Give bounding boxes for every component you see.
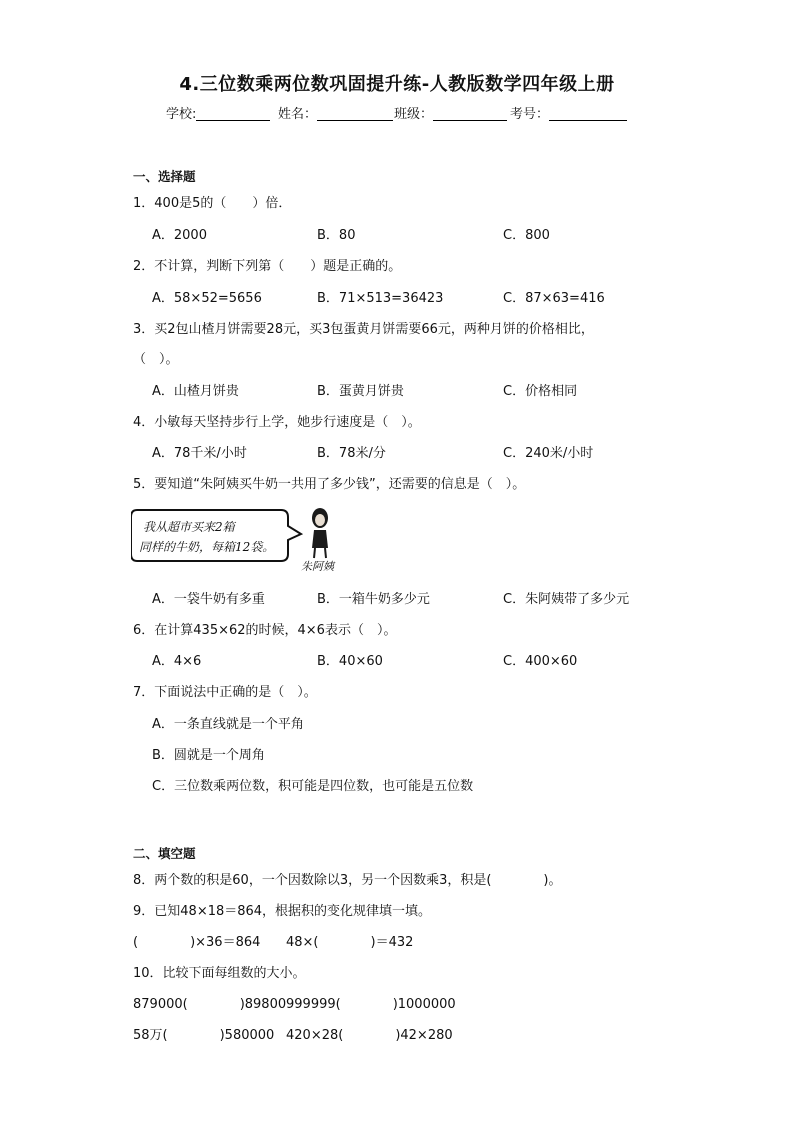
exam-number-label: 考号：	[510, 107, 550, 122]
question-3-option-b[interactable]: B．蛋黄月饼贵	[317, 384, 404, 399]
question-6-option-b[interactable]: B．40×60	[317, 654, 383, 669]
question-6-option-c[interactable]: C．400×60	[503, 654, 578, 669]
question-2-option-c[interactable]: C．87×63=416	[503, 291, 605, 306]
school-field[interactable]	[166, 103, 270, 122]
question-2-option-a[interactable]: A．58×52=5656	[152, 291, 262, 306]
question-3-stem-line-2: （ ）。	[133, 352, 179, 367]
question-7-option-a[interactable]: A．一条直线就是一个平角	[152, 717, 304, 732]
question-9-line-b[interactable]: 48×( )＝432	[286, 935, 414, 950]
question-5-option-b[interactable]: B．一箱牛奶多少元	[317, 592, 430, 607]
section-choice-title: 一、选择题	[133, 169, 196, 184]
bubble-text-line-1: 我从超市买来2箱	[143, 520, 235, 534]
name-blank[interactable]	[317, 106, 393, 121]
question-10-row-1-a[interactable]: 879000( )89800	[133, 997, 287, 1012]
question-10-row-2-a[interactable]: 58万( )580000	[133, 1028, 275, 1043]
question-10-row-2-b[interactable]: 420×28( )42×280	[286, 1028, 453, 1043]
class-field[interactable]	[394, 103, 507, 122]
question-5-illustration	[131, 504, 341, 574]
question-5-stem: 5．要知道“朱阿姨买牛奶一共用了多少钱”，还需要的信息是（ ）。	[133, 477, 526, 492]
exam-number-field[interactable]	[510, 103, 627, 122]
question-9-stem: 9．已知48×18＝864，根据积的变化规律填一填。	[133, 904, 432, 919]
question-1-option-b[interactable]: B．80	[317, 228, 356, 243]
question-8-stem: 8．两个数的积是60，一个因数除以3，另一个因数乘3，积是( )。	[133, 873, 562, 888]
question-2-option-b[interactable]: B．71×513=36423	[317, 291, 444, 306]
question-10-stem: 10．比较下面每组数的大小。	[133, 966, 306, 981]
question-7-option-b[interactable]: B．圆就是一个周角	[152, 748, 265, 763]
question-1-option-c[interactable]: C．800	[503, 228, 550, 243]
question-3-option-c[interactable]: C．价格相同	[503, 384, 578, 399]
question-5-option-a[interactable]: A．一袋牛奶有多重	[152, 592, 265, 607]
question-4-stem: 4．小敏每天坚持步行上学，她步行速度是（ ）。	[133, 415, 421, 430]
question-1-stem: 1．400是5的（ ）倍．	[133, 196, 292, 211]
school-blank[interactable]	[196, 106, 270, 121]
class-blank[interactable]	[433, 106, 507, 121]
question-9-line-a[interactable]: ( )×36＝864	[133, 935, 261, 950]
question-1-option-a[interactable]: A．2000	[152, 228, 207, 243]
question-3-option-a[interactable]: A．山楂月饼贵	[152, 384, 239, 399]
section-fill-title: 二、填空题	[133, 846, 196, 861]
question-3-stem-line-1: 3．买2包山楂月饼需要28元，买3包蛋黄月饼需要66元，两种月饼的价格相比，	[133, 322, 594, 337]
person-label: 朱阿姨	[301, 560, 334, 573]
question-4-option-b[interactable]: B．78米/分	[317, 446, 386, 461]
question-4-option-a[interactable]: A．78千米/小时	[152, 446, 247, 461]
exam-number-blank[interactable]	[549, 106, 627, 121]
school-label: 学校:	[166, 107, 197, 122]
question-7-option-c[interactable]: C．三位数乘两位数，积可能是四位数，也可能是五位数	[152, 779, 474, 794]
question-5-option-c[interactable]: C．朱阿姨带了多少元	[503, 592, 630, 607]
question-4-option-c[interactable]: C．240米/小时	[503, 446, 594, 461]
page-title: 4.三位数乘两位数巩固提升练-人教版数学四年级上册	[179, 74, 615, 95]
class-label: 班级：	[394, 107, 434, 122]
question-7-stem: 7．下面说法中正确的是（ ）。	[133, 685, 317, 700]
question-6-stem: 6．在计算435×62的时候，4×6表示（ ）。	[133, 623, 397, 638]
question-2-stem: 2．不计算，判断下列第（ ）题是正确的。	[133, 259, 402, 274]
bubble-text-line-2: 同样的牛奶，每箱12袋。	[139, 540, 275, 554]
name-label: 姓名：	[278, 107, 318, 122]
question-6-option-a[interactable]: A．4×6	[152, 654, 202, 669]
name-field[interactable]	[278, 103, 393, 122]
question-10-row-1-b[interactable]: 999999( )1000000	[286, 997, 456, 1012]
